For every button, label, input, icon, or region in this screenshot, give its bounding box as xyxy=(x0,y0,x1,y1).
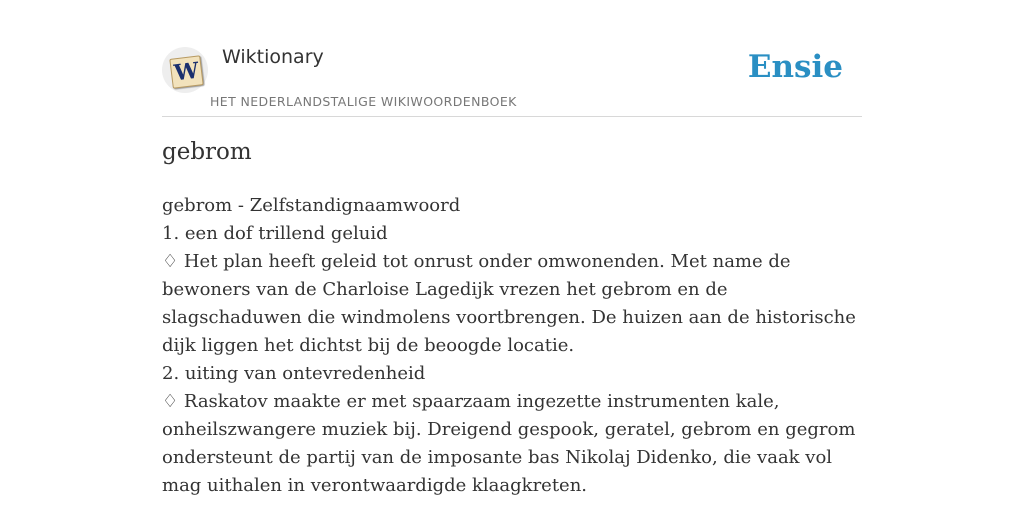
site-name[interactable]: Wiktionary xyxy=(222,46,324,68)
definition-2: 2. uiting van ontevredenheid xyxy=(162,363,426,384)
site-tagline: HET NEDERLANDSTALIGE WIKIWOORDENBOEK xyxy=(210,94,517,109)
example-1: ♢ Het plan heeft geleid tot onrust onder omwonenden. Met name de bewoners van de Charloise Lagedijk vrezen het gebrom en de slagschaduwen die windmolens voortbrengen. De huizen aan de historische dijk liggen het dichtst bij de beoogde locatie. xyxy=(162,251,856,356)
entry-heading: gebrom - Zelfstandignaamwoord xyxy=(162,195,461,216)
entry-content xyxy=(162,192,864,500)
ensie-brand-link[interactable]: Ensie xyxy=(747,49,843,85)
page-title: gebrom xyxy=(162,139,252,165)
site-header xyxy=(162,44,862,117)
example-2: ♢ Raskatov maakte er met spaarzaam ingezette instrumenten kale, onheilszwangere muziek bij. Dreigend gespook, geratel, gebrom en gegrom ondersteunt de partij van de imposante bas Nikolaj Didenko, die vaak vol mag uithalen in verontwaardigde klaagkreten. xyxy=(162,391,856,496)
logo-tile: W xyxy=(169,55,203,89)
wiktionary-logo-icon[interactable] xyxy=(162,47,208,93)
definition-1: 1. een dof trillend geluid xyxy=(162,223,388,244)
